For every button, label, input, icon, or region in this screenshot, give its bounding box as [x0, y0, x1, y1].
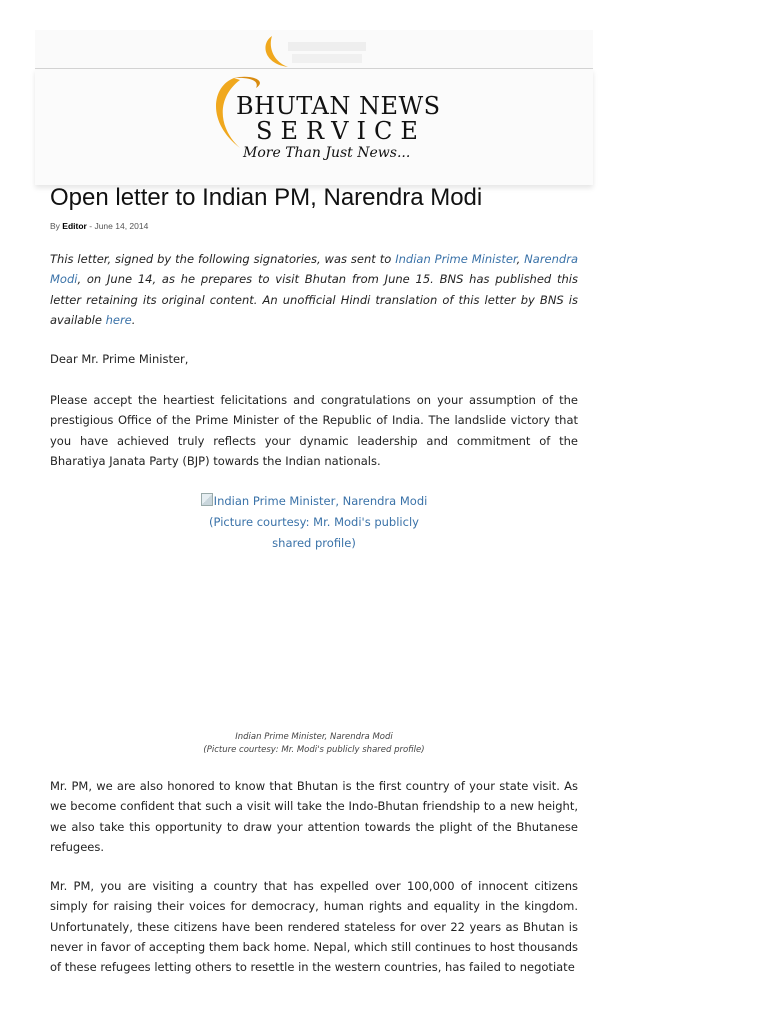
- narendra-modi-link[interactable]: Narendra Modi: [50, 252, 578, 287]
- mini-logo-icon[interactable]: [262, 34, 372, 68]
- byline: [50, 221, 148, 231]
- logo-text-line2[interactable]: SERVICE: [256, 117, 426, 145]
- caption-line-1: Indian Prime Minister, Narendra Modi: [235, 732, 393, 742]
- broken-image-icon: [201, 493, 213, 506]
- logo-tagline: More Than Just News...: [243, 145, 411, 161]
- author-link[interactable]: Editor: [62, 221, 87, 231]
- paragraph-3: Mr. PM, you are visiting a country that has expelled over 100,000 of innocent citizens simply for raising their voices for democracy, human rights and equality in the kingdom. Unfortunately, these citizens have been rendered stateless for over 22 years as Bhutan is never in favor of accepting them back home. Nepal, which still continues to host thousands of these refugees letting others to resettle in the western countries, has failed to negotiate: [50, 879, 578, 975]
- paragraph-2: Mr. PM, we are also honored to know that Bhutan is the first country of your state visit. As we become confident that such a visit will take the Indo-Bhutan friendship to a new height, we also take this opportunity to draw your attention towards the plight of the Bhutanese refugees.: [50, 779, 578, 854]
- caption-line-2: (Picture courtesy: Mr. Modi's publicly shared profile): [203, 744, 425, 755]
- paragraph-1: Please accept the heartiest felicitations and congratulations on your assumption of the prestigious Office of the Prime Minister of the Republic of India. The landslide victory that you have achieved truly reflects your dynamic leadership and commitment of the Bharatiya Janata Party (BJP) towards the Indian nationals.: [50, 393, 578, 468]
- article-title: Open letter to Indian PM, Narendra Modi: [50, 184, 483, 211]
- greeting: Dear Mr. Prime Minister,: [50, 352, 189, 366]
- indian-pm-link[interactable]: Indian Prime Minister: [395, 252, 517, 266]
- byline-by: By: [50, 221, 60, 231]
- image-caption: [150, 731, 478, 756]
- image-alt-link[interactable]: Indian Prime Minister, Narendra Modi (Picture courtesy: Mr. Modi's publicly shared profile): [198, 491, 430, 554]
- publish-date: June 14, 2014: [94, 221, 149, 231]
- intro-paragraph: This letter, signed by the following signatories, was sent to Indian Prime Minister, Narendra Modi, on June 14, as he prepares to visit Bhutan from June 15. BNS has published this letter retaining its original content. An unofficial Hindi translation of this letter by BNS is available here.: [50, 252, 578, 327]
- logo-text-line1[interactable]: BHUTAN NEWS: [236, 92, 441, 120]
- byline-separator: -: [89, 221, 93, 231]
- hindi-translation-link[interactable]: here: [105, 312, 132, 327]
